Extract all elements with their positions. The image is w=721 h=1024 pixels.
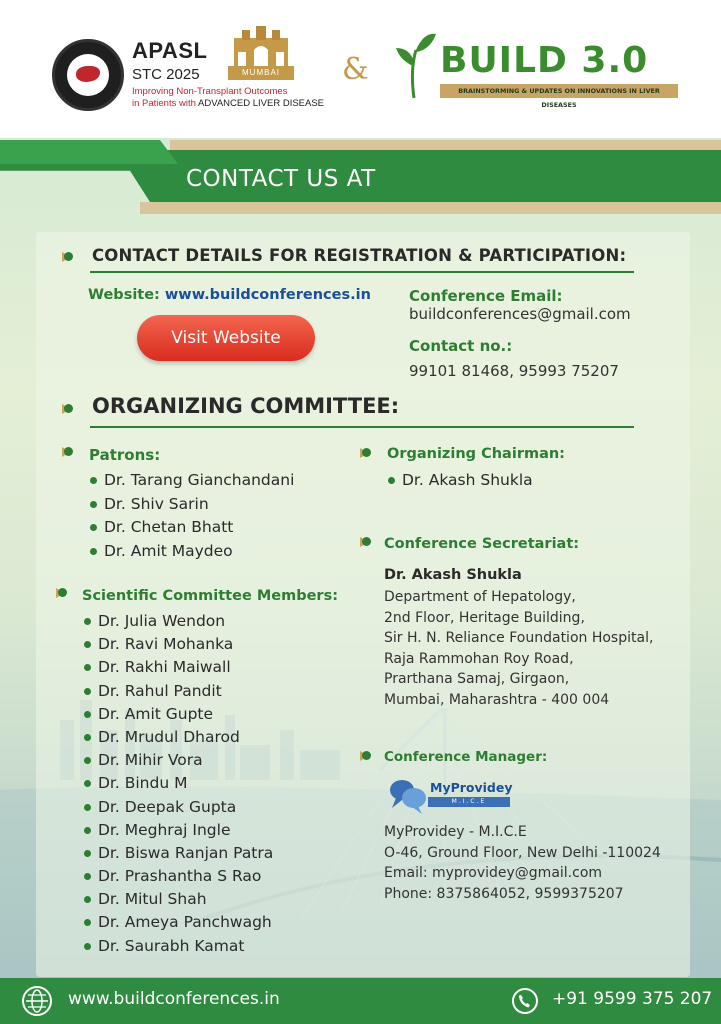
footer-phone-number[interactable]: +91 9599 375 207 xyxy=(552,989,713,1009)
mumbai-badge: MUMBAI xyxy=(228,66,294,80)
page-title: CONTACT US AT xyxy=(186,166,376,192)
chairman-label: Organizing Chairman: xyxy=(387,446,565,462)
subsection-dot-icon xyxy=(64,447,73,456)
phone-icon xyxy=(512,988,538,1014)
patrons-label: Patrons: xyxy=(89,446,161,464)
build-title: BUILD 3.0 xyxy=(440,40,649,81)
scientific-label: Scientific Committee Members: xyxy=(82,588,338,604)
myprovidey-logo-sub: M.I.C.E xyxy=(428,797,510,807)
list-item: Dr. Ameya Panchwagh xyxy=(84,911,273,934)
secretariat-name: Dr. Akash Shukla xyxy=(384,567,522,583)
apasl-tagline-1: Improving Non-Transplant Outcomes xyxy=(132,86,288,97)
list-item: Dr. Prashantha S Rao xyxy=(84,865,273,888)
apasl-title: APASL xyxy=(132,38,208,63)
website-line: Website: www.buildconferences.in xyxy=(88,287,371,303)
section-dot-icon xyxy=(64,252,73,261)
list-item: Dr. Biswa Ranjan Patra xyxy=(84,842,273,865)
banner-accent xyxy=(0,140,178,164)
section-divider xyxy=(90,271,634,273)
list-item: Dr. Julia Wendon xyxy=(84,610,273,633)
contact-label: Contact no.: xyxy=(409,337,513,355)
secretariat-label: Conference Secretariat: xyxy=(384,536,580,552)
patrons-list xyxy=(90,469,294,563)
email-value[interactable]: buildconferences@gmail.com xyxy=(409,305,631,323)
globe-icon xyxy=(22,986,52,1016)
section-dot-icon xyxy=(64,404,73,413)
section-divider xyxy=(90,426,634,428)
list-item: Dr. Shiv Sarin xyxy=(90,493,294,517)
scientific-list xyxy=(84,610,273,958)
secretariat-address: Department of Hepatology, 2nd Floor, Heritage Building, Sir H. N. Reliance Foundation Hospital, Raja Rammohan Roy Road, Prarthana Samaj, Girgaon, Mumbai, Maharashtra - 400 004 xyxy=(384,589,654,708)
list-item: Dr. Amit Maydeo xyxy=(90,540,294,564)
apasl-subtitle: STC 2025 xyxy=(132,66,200,83)
list-item: Dr. Bindu M xyxy=(84,772,273,795)
committee-heading: ORGANIZING COMMITTEE: xyxy=(92,394,400,418)
subsection-dot-icon xyxy=(58,588,67,597)
apasl-logo xyxy=(52,39,124,111)
website-link[interactable]: www.buildconferences.in xyxy=(164,287,371,303)
list-item: Dr. Deepak Gupta xyxy=(84,796,273,819)
apasl-tagline-2: in Patients with ADVANCED LIVER DISEASE xyxy=(132,98,325,109)
subsection-dot-icon xyxy=(362,751,371,760)
list-item: Dr. Rakhi Maiwall xyxy=(84,656,273,679)
subsection-dot-icon xyxy=(362,537,371,546)
manager-label: Conference Manager: xyxy=(384,749,548,765)
list-item: Dr. Ravi Mohanka xyxy=(84,633,273,656)
header xyxy=(0,0,721,140)
build-tagline: BRAINSTORMING & UPDATES ON INNOVATIONS IN LIVER DISEASES xyxy=(440,84,678,98)
myprovidey-logo-name: MyProvidey xyxy=(430,780,513,795)
list-item: Dr. Saurabh Kamat xyxy=(84,935,273,958)
sprout-icon xyxy=(394,30,438,100)
list-item: Dr. Mihir Vora xyxy=(84,749,273,772)
contact-value: 99101 81468, 95993 75207 xyxy=(409,362,619,380)
chairman-list xyxy=(388,469,533,493)
list-item: Dr. Mitul Shah xyxy=(84,888,273,911)
decorative-stripe xyxy=(140,202,721,214)
list-item: Dr. Mrudul Dharod xyxy=(84,726,273,749)
subsection-dot-icon xyxy=(362,448,371,457)
ampersand: & xyxy=(342,52,369,87)
list-item: Dr. Rahul Pandit xyxy=(84,680,273,703)
email-label: Conference Email: xyxy=(409,287,563,305)
list-item: Dr. Meghraj Ingle xyxy=(84,819,273,842)
list-item: Dr. Chetan Bhatt xyxy=(90,516,294,540)
list-item: Dr. Akash Shukla xyxy=(388,469,533,493)
manager-details: MyProvidey - M.I.C.E O-46, Ground Floor, New Delhi -110024 Email: myprovidey@gmail.com Phone: 8375864052, 9599375207 xyxy=(384,824,661,902)
list-item: Dr. Amit Gupte xyxy=(84,703,273,726)
registration-heading: CONTACT DETAILS FOR REGISTRATION & PARTICIPATION: xyxy=(92,246,627,265)
visit-website-button[interactable]: Visit Website xyxy=(137,315,315,361)
footer-website-link[interactable]: www.buildconferences.in xyxy=(68,989,280,1009)
list-item: Dr. Tarang Gianchandani xyxy=(90,469,294,493)
